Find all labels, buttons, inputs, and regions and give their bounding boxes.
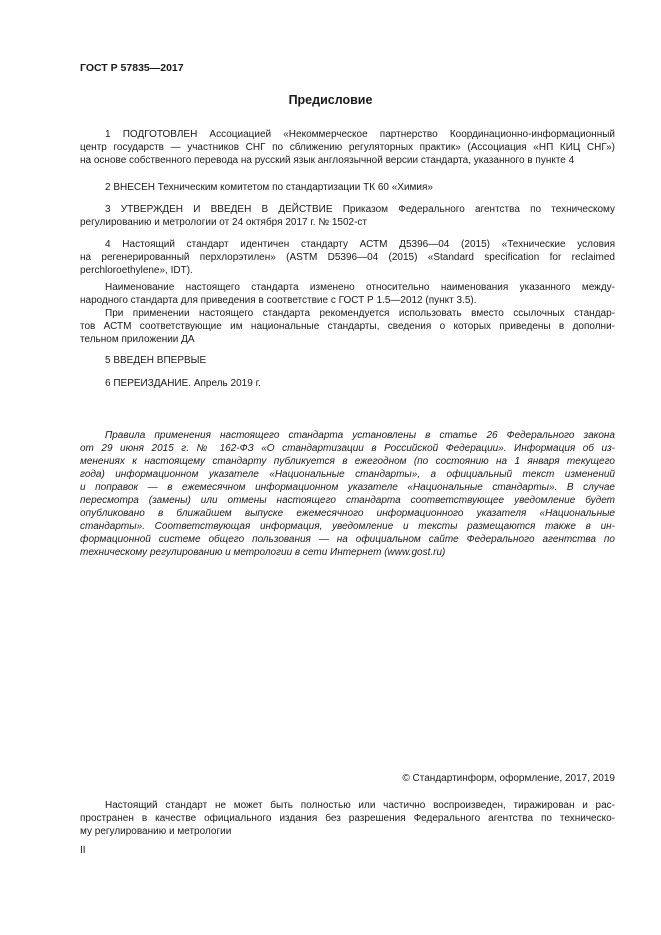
copyright-notice: © Стандартинформ, оформление, 2017, 2019 xyxy=(402,773,615,784)
text-line: 2 ВНЕСЕН Техническим комитетом по стандартизации ТК 60 «Химия» xyxy=(105,182,433,193)
text-line: 5 ВВЕДЕН ВПЕРВЫЕ xyxy=(105,355,207,366)
text-line: техническому регулированию и метрологии в сети Интернет (www.gost.ru) xyxy=(80,547,446,558)
item-2-paragraph xyxy=(80,181,615,194)
text-line: При применении настоящего стандарта рекомендуется использовать вместо ссылочных стандар- xyxy=(105,308,615,319)
text-line: Наименование настоящего стандарта изменено относительно наименования указанного между- xyxy=(105,282,615,293)
reference-standards-paragraph xyxy=(80,307,615,346)
item-1-paragraph xyxy=(80,128,615,167)
text-line: стандарты». Соответствующая информация, уведомление и тексты размещаются также в ин- xyxy=(80,521,615,532)
item-6-paragraph xyxy=(80,377,615,390)
text-line: опубликовано в ближайшем выпуске ежемесячного информационного указателя «Национальные xyxy=(80,508,615,519)
item-3-paragraph xyxy=(80,203,615,229)
page-number: II xyxy=(80,845,86,856)
text-line: на регенерированный перхлорэтилен» (ASTM D5396—04 (2015) «Standard specification for reclaimed xyxy=(80,252,615,263)
text-line: тов АСТМ соответствующие им национальные стандарты, сведения о которых приведены в дополни- xyxy=(80,321,615,332)
text-line: от 29 июня 2015 г. № 162-ФЗ «О стандартизации в Российской Федерации». Информация об из- xyxy=(80,443,615,454)
text-line: народного стандарта для приведения в соответствие с ГОСТ Р 1.5—2012 (пункт 3.5). xyxy=(80,295,477,306)
text-line: Правила применения настоящего стандарта установлены в статье 26 Федерального закона xyxy=(105,430,615,441)
item-4-paragraph xyxy=(80,238,615,277)
text-line: 1 ПОДГОТОВЛЕН Ассоциацией «Некоммерческое партнерство Координационно-информационный xyxy=(105,129,615,140)
text-line: года) информационном указателе «Национальные стандарты», а официальный текст изменений xyxy=(80,469,615,480)
text-line: центр государств — участников СНГ по сближению регуляторных практик» (Ассоциация «НП КИЦ СНГ») xyxy=(80,142,615,153)
name-change-paragraph xyxy=(80,281,615,307)
item-5-paragraph xyxy=(80,354,615,367)
text-line: perchloroethylene», IDT). xyxy=(80,265,193,276)
text-line: 3 УТВЕРЖДЕН И ВВЕДЕН В ДЕЙСТВИЕ Приказом Федерального агентства по техническому xyxy=(105,204,615,215)
text-line: 4 Настоящий стандарт идентичен стандарту АСТМ Д5396—04 (2015) «Технические условия xyxy=(105,239,615,250)
text-line: и поправок — в ежемесячном информационном указателе «Национальные стандарты». В случае xyxy=(80,482,615,493)
text-line: тельном приложении ДА xyxy=(80,334,195,345)
text-line: регулированию и метрологии от 24 октября 2017 г. № 1502-ст xyxy=(80,217,367,228)
page-title: Предисловие xyxy=(288,93,373,107)
text-line: пространен в качестве официального издания без разрешения Федерального агентства по техническо- xyxy=(80,813,615,824)
document-code-header: ГОСТ Р 57835—2017 xyxy=(80,62,184,74)
standard-application-notice xyxy=(80,429,615,559)
text-line: Настоящий стандарт не может быть полностью или частично воспроизведен, тиражирован и рас- xyxy=(105,800,615,811)
text-line: 6 ПЕРЕИЗДАНИЕ. Апрель 2019 г. xyxy=(105,378,261,389)
text-line: менениях к настоящему стандарту публикуется в ежегодном (по состоянию на 1 января текущего xyxy=(80,456,615,467)
text-line: формационной системе общего пользования — на официальном сайте Федерального агентства по xyxy=(80,534,615,545)
text-line: му регулированию и метрологии xyxy=(80,826,232,837)
text-line: пересмотра (замены) или отмены настоящего стандарта соответствующее уведомление будет xyxy=(80,495,615,506)
reproduction-notice xyxy=(80,799,615,838)
text-line: на основе собственного перевода на русский язык англоязычной версии стандарта, указанного в пункте 4 xyxy=(80,155,575,166)
